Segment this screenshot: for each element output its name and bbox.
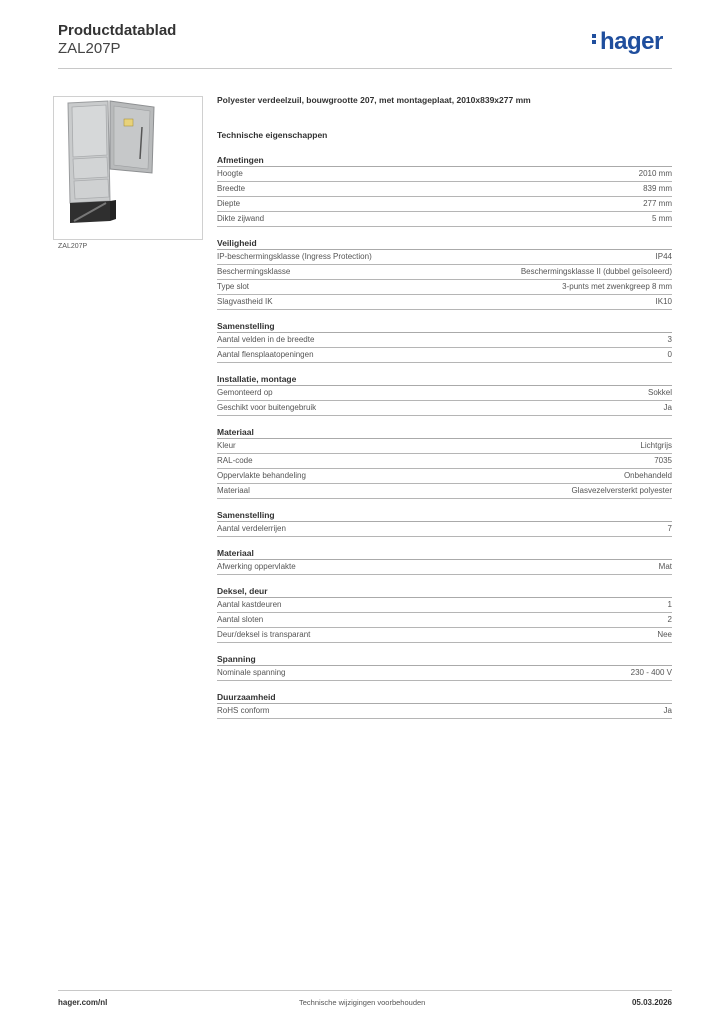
spec-row (217, 522, 672, 537)
spec-row (217, 484, 672, 499)
spec-section (217, 509, 672, 537)
section-title: Spanning (217, 653, 672, 666)
section-title: Afmetingen (217, 154, 672, 167)
spec-label: Beschermingsklasse (217, 267, 291, 276)
product-code: ZAL207P (58, 40, 121, 57)
spec-value: 2010 mm (638, 169, 672, 178)
footer-notice: Technische wijzigingen voorbehouden (299, 998, 426, 1007)
spec-section (217, 426, 672, 499)
section-title: Materiaal (217, 547, 672, 560)
spec-section (217, 547, 672, 575)
spec-value: Ja (663, 403, 672, 412)
hager-logo (592, 28, 663, 56)
spec-row (217, 628, 672, 643)
header-divider (58, 68, 672, 69)
spec-row (217, 167, 672, 182)
section-title: Installatie, montage (217, 373, 672, 386)
section-title: Duurzaamheid (217, 691, 672, 704)
spec-value: IK10 (655, 297, 672, 306)
spec-label: Hoogte (217, 169, 243, 178)
product-description: Polyester verdeelzuil, bouwgrootte 207, met montageplaat, 2010x839x277 mm (217, 95, 531, 105)
spec-label: Aantal velden in de breedte (217, 335, 315, 344)
tech-properties-heading: Technische eigenschappen (217, 130, 328, 140)
spec-row (217, 182, 672, 197)
spec-label: Breedte (217, 184, 246, 193)
spec-row (217, 197, 672, 212)
spec-row (217, 613, 672, 628)
spec-section (217, 237, 672, 310)
spec-value: 7 (667, 524, 672, 533)
spec-row (217, 265, 672, 280)
spec-row (217, 454, 672, 469)
spec-row (217, 333, 672, 348)
spec-row (217, 295, 672, 310)
spec-value: Nee (657, 630, 672, 639)
spec-label: Dikte zijwand (217, 214, 265, 223)
spec-row (217, 280, 672, 295)
spec-section (217, 585, 672, 643)
spec-row (217, 401, 672, 416)
spec-row (217, 386, 672, 401)
spec-label: Aantal kastdeuren (217, 600, 282, 609)
spec-value: Beschermingsklasse II (dubbel geïsoleerd) (520, 267, 672, 276)
footer-date: 05.03.2026 (631, 998, 672, 1007)
spec-value: 7035 (654, 456, 672, 465)
spec-value: 1 (667, 600, 672, 609)
spec-label: Deur/deksel is transparant (217, 630, 311, 639)
spec-label: Gemonteerd op (217, 388, 273, 397)
spec-label: IP-beschermingsklasse (Ingress Protection) (217, 252, 372, 261)
spec-label: Aantal sloten (217, 615, 264, 624)
image-caption: ZAL207P (58, 243, 88, 250)
product-image (53, 96, 203, 240)
distribution-cabinet-icon (54, 97, 202, 239)
spec-label: Slagvastheid IK (217, 297, 273, 306)
spec-row (217, 439, 672, 454)
spec-row (217, 348, 672, 363)
spec-label: Geschikt voor buitengebruik (217, 403, 317, 412)
spec-value: Sokkel (647, 388, 672, 397)
spec-sections (217, 154, 672, 719)
section-title: Deksel, deur (217, 585, 672, 598)
spec-label: Materiaal (217, 486, 250, 495)
spec-label: Nominale spanning (217, 668, 286, 677)
spec-value: Glasvezelversterkt polyester (571, 486, 672, 495)
logo-dots-icon (592, 32, 597, 46)
product-details (217, 95, 672, 729)
spec-label: Type slot (217, 282, 250, 291)
section-title: Samenstelling (217, 509, 672, 522)
spec-label: Aantal flensplaatopeningen (217, 350, 314, 359)
footer-website[interactable]: hager.com/nl (58, 998, 108, 1007)
spec-section (217, 320, 672, 363)
section-title: Materiaal (217, 426, 672, 439)
spec-value: 3-punts met zwenkgreep 8 mm (562, 282, 672, 291)
section-title: Veiligheid (217, 237, 672, 250)
spec-value: Ja (663, 706, 672, 715)
spec-value: IP44 (655, 252, 672, 261)
spec-row (217, 704, 672, 719)
logo-text: hager (600, 28, 663, 55)
spec-label: Afwerking oppervlakte (217, 562, 296, 571)
spec-section (217, 691, 672, 719)
spec-row (217, 212, 672, 227)
spec-value: 5 mm (652, 214, 672, 223)
spec-value: 3 (667, 335, 672, 344)
spec-value: Onbehandeld (623, 471, 672, 480)
spec-label: Aantal verdelerrijen (217, 524, 286, 533)
spec-value: 839 mm (643, 184, 672, 193)
spec-label: Kleur (217, 441, 236, 450)
spec-value: 0 (667, 350, 672, 359)
spec-section (217, 154, 672, 227)
spec-value: 277 mm (643, 199, 672, 208)
spec-value: 2 (667, 615, 672, 624)
spec-section (217, 373, 672, 416)
spec-row (217, 560, 672, 575)
footer-divider (58, 990, 672, 991)
spec-label: RoHS conform (217, 706, 270, 715)
section-title: Samenstelling (217, 320, 672, 333)
spec-value: Lichtgrijs (640, 441, 672, 450)
spec-value: Mat (658, 562, 672, 571)
spec-row (217, 250, 672, 265)
spec-label: RAL-code (217, 456, 253, 465)
page-title: Productdatablad (58, 22, 177, 39)
spec-row (217, 469, 672, 484)
spec-value: 230 - 400 V (630, 668, 672, 677)
spec-label: Oppervlakte behandeling (217, 471, 306, 480)
spec-row (217, 666, 672, 681)
spec-label: Diepte (217, 199, 241, 208)
spec-row (217, 598, 672, 613)
spec-section (217, 653, 672, 681)
